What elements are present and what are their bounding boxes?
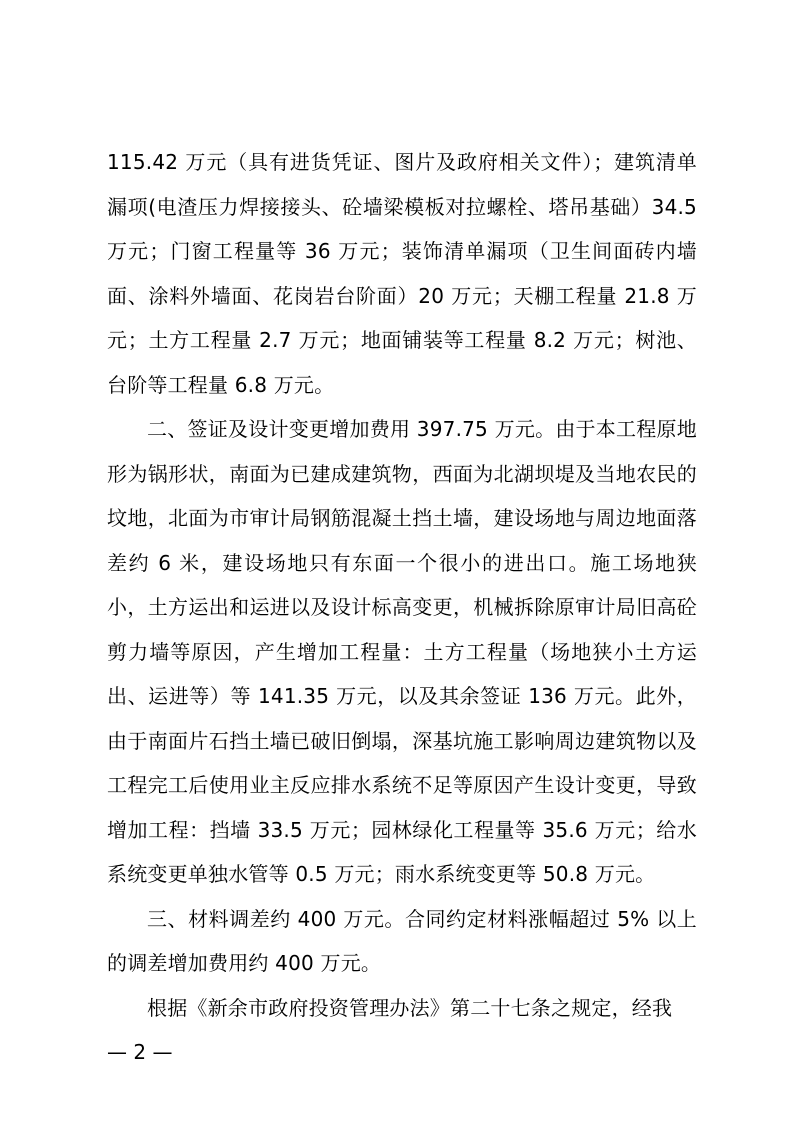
paragraph-visa-design-changes: 二、签证及设计变更增加费用 397.75 万元。由于本工程原地形为锅形状，南面为已建成建筑物，西面为北湖坝堤及当地农民的坟地，北面为市审计局钢筋混凝土挡土墙，建设场地与周边地面落差约 6 米，建设场地只有东面一个很小的进出口。施工场地狭小，土方运出和运进以及设计标高变更，机械拆除原审计局旧高砼剪力墙等原因，产生增加工程量：土方工程量（场地狭小土方运出、运进等）等 141.35 万元，以及其余签证 136 万元。此外，由于南面片石挡土墙已破旧倒塌，深基坑施工影响周边建筑物以及工程完工后使用业主反应排水系统不足等原因产生设计变更，导致增加工程：挡墙 33.5 万元；园林绿化工程量等 35.6 万元；给水系统变更单独水管等 0.5 万元；雨水系统变更等 50.8 万元。 [107, 417, 697, 886]
paragraph-regulation-basis: 根据《新余市政府投资管理办法》第二十七条之规定，经我 [147, 995, 673, 1020]
paragraph-cost-items: 115.42 万元（具有进货凭证、图片及政府相关文件）；建筑清单漏项(电渣压力焊接接头、砼墙梁模板对拉螺栓、塔吊基础）34.5 万元；门窗工程量等 36 万元；装饰清单漏项（卫生间面砖内墙面、涂料外墙面、花岗岩台阶面）20 万元；天棚工程量 21.8 万元；土方工程量 2.7 万元；地面铺装等工程量 8.2 万元；树池、台阶等工程量 6.8 万元。 [107, 150, 697, 397]
page-number: — 2 — [107, 1040, 173, 1064]
paragraph-material-adjustment: 三、材料调差约 400 万元。合同约定材料涨幅超过 5% 以上的调差增加费用约 400 万元。 [107, 906, 697, 975]
document-body [107, 140, 697, 1030]
